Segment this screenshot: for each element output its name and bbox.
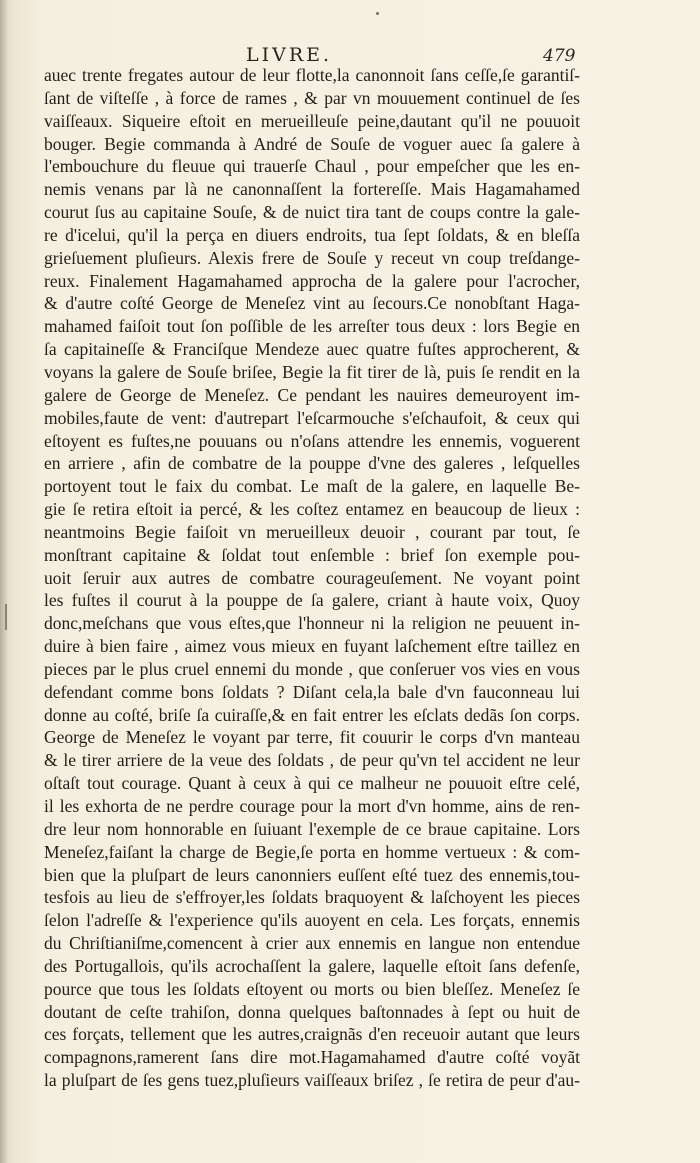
text-line: Meneſez,faiſant la charge de Begie,ſe porta en homme vertueux : & com-: [44, 841, 580, 862]
text-line: gie ſe retira eſtoit ia percé, & les coſtez entamez en beaucoup de lieux :: [44, 499, 580, 520]
text-line: bien que la pluſpart de leurs canonniers euſſent eſté tuez des ennemis,tou-: [44, 864, 580, 885]
text-line: bouger. Begie commanda à André de Souſe de voguer auec ſa galere à: [44, 133, 580, 154]
text-line: & le tirer arriere de la veue des ſoldats , de peur qu'vn tel accident ne leur: [44, 750, 580, 771]
text-line: ces forçats, tellement que les autres,craignãs d'en receuoir autant que leurs: [44, 1024, 580, 1045]
running-head: LIVRE.: [246, 44, 333, 66]
text-line: defendant comme bons ſoldats ? Diſant cela,la bale d'vn fauconneau lui: [44, 681, 580, 702]
text-line: vaiſſeaux. Siqueire eſtoit en merueilleuſe peine,dautant qu'il ne pouuoit: [44, 110, 580, 131]
text-line: auec trente fregates autour de leur flotte,la canonnoit ſans ceſſe,ſe garantiſ-: [44, 65, 580, 85]
text-line: reux. Finalement Hagamahamed approcha de la galere pour l'acrocher,: [44, 270, 580, 291]
text-line: portoyent tout le faix du combat. Le maſt de la galere, en laquelle Be-: [44, 476, 580, 497]
text-line: doutant de ceſte trahiſon, donna quelques baſtonnades à ſept ou huit de: [44, 1001, 580, 1022]
text-line: George de Meneſez le voyant par terre, fit couurir le corps d'vn manteau: [44, 727, 580, 748]
text-line: grieſuement pluſieurs. Alexis frere de Souſe y receut vn coup treſdange-: [44, 247, 580, 268]
text-line: galere de George de Meneſez. Ce pendant les nauires demeuroyent im-: [44, 384, 580, 405]
text-line: pieces par le plus cruel ennemi du monde , que conſeruer vos vies en vous: [44, 658, 580, 679]
text-line: donne au coſté, briſe ſa cuiraſſe,& en fait entrer les eſclats dedãs ſon corps.: [44, 704, 580, 725]
text-line: la pluſpart de ſes gens tuez,pluſieurs vaiſſeaux briſez , ſe retira de peur d'au-: [44, 1070, 580, 1091]
text-line: en arriere , afin de combatre de la pouppe d'vne des galeres , leſquelles: [44, 453, 580, 474]
text-line: des Portugallois, qu'ils acrochaſſent la galere, laquelle eſtoit ſans defenſe,: [44, 955, 580, 976]
text-line: uoit ſeruir aux autres de combatre courageuſement. Ne voyant point: [44, 567, 580, 588]
text-line: ſant de viſteſſe , à force de rames , & par vn mouuement continuel de ſes: [44, 87, 580, 108]
text-line: pource que tous les ſoldats eſtoyent ou morts ou bien bleſſez. Meneſez ſe: [44, 978, 580, 999]
text-line: oſtaſt tout courage. Quant à ceux à qui ce malheur ne pouuoit eſtre celé,: [44, 773, 580, 794]
text-line: du Chriſtianiſme,comencent à crier aux ennemis en langue non entendue: [44, 933, 580, 954]
text-line: compagnons,ramerent ſans dire mot.Hagamahamed d'autre coſté voyãt: [44, 1047, 580, 1068]
text-line: & d'autre coſté George de Meneſez vint au ſecours.Ce nonobſtant Haga-: [44, 293, 580, 314]
text-line: l'embouchure du fleuue qui trauerſe Chaul , pour empeſcher que les en-: [44, 156, 580, 177]
gutter-shadow: [0, 0, 8, 1163]
text-line: dre leur nom honnorable en ſuiuant l'exemple de ce braue capitaine. Lors: [44, 818, 580, 839]
text-line: tesfois au lieu de s'effroyer,les ſoldats braquoyent & laſchoyent les pieces: [44, 887, 580, 908]
text-line: mahamed faiſoit tout ſon poſſible de les arreſter tous deux : lors Begie en: [44, 316, 580, 337]
text-line: nemis venans par là ne canonnaſſent la fortereſſe. Mais Hagamahamed: [44, 179, 580, 200]
text-line: neantmoins Begie faiſoit vn merueilleux deuoir , courant par tout, ſe: [44, 521, 580, 542]
text-line: ſa capitaineſſe & Franciſque Mendeze auec quatre fuſtes approcherent, &: [44, 339, 580, 360]
text-line: duire à bien faire , aimez vous mieux en fuyant laſchement eſtre taillez en: [44, 636, 580, 657]
text-line: il les exhorta de ne perdre courage pour la mort d'vn homme, ains de ren-: [44, 796, 580, 816]
margin-mark: [5, 604, 7, 630]
page-number: 479: [543, 46, 576, 66]
text-line: donc,meſchans que vous eſtes,que l'honneur ni la religion ne peuuent in-: [44, 613, 580, 634]
text-line: les fuſtes il courut à la pouppe de ſa galere, criant à haute voix, Quoy: [44, 590, 580, 611]
text-line: courut ſus au capitaine Souſe, & de nuict tira tant de coups contre la gale-: [44, 202, 580, 223]
text-line: voyans la galere de Souſe briſee, Begie la fit tirer de là, puis ſe rendit en la: [44, 361, 580, 382]
text-line: eſtoyent es fuſtes,ne pouuans ou n'oſans attendre les ennemis, voguerent: [44, 430, 580, 451]
ink-speck: [376, 12, 379, 15]
text-line: monſtrant capitaine & ſoldat tout enſemble : brief ſon exemple pou-: [44, 544, 580, 565]
text-line: mobiles,faute de vent: d'autrepart l'eſcarmouche s'eſchaufoit, & ceux qui: [44, 407, 580, 428]
text-line: re d'icelui, qu'il la perça en diuers endroits, tua ſept ſoldats, & en bleſſa: [44, 224, 580, 245]
body-text: [44, 64, 580, 1092]
text-line: ſelon l'adreſſe & l'experience qu'ils auoyent en cela. Les forçats, ennemis: [44, 910, 580, 931]
